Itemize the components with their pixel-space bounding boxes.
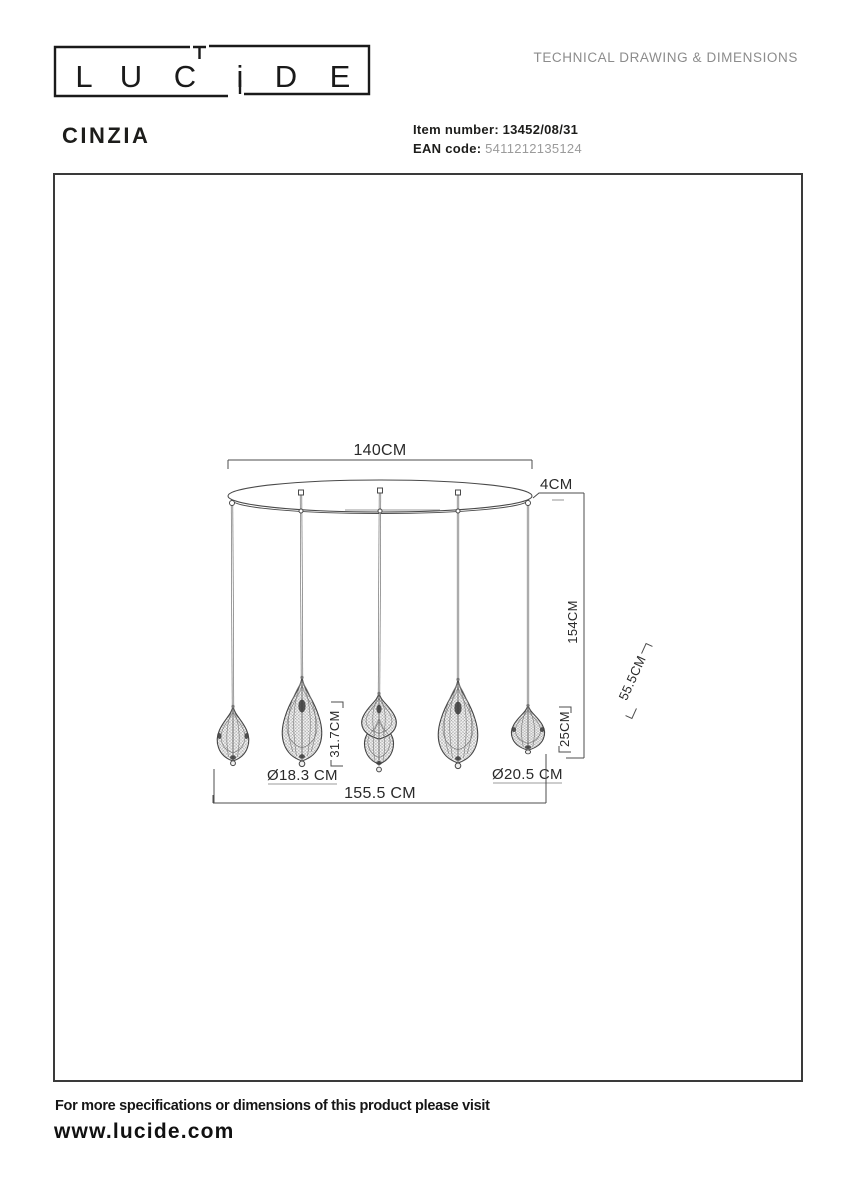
ean-value: 5411212135124 — [485, 141, 582, 156]
item-number-label: Item number: — [413, 122, 499, 137]
brand-logo — [55, 46, 369, 96]
ean-label: EAN code: — [413, 141, 482, 156]
logo-letter: E — [329, 59, 351, 94]
product-info — [413, 120, 582, 158]
item-number-row — [413, 120, 582, 139]
logo-pendant-cord — [193, 47, 206, 59]
drawing-frame — [53, 173, 803, 1082]
logo-letter: D — [274, 59, 298, 94]
logo-letter: U — [119, 59, 143, 94]
dim-shade-a-height-label: 31.7CM — [327, 710, 342, 758]
item-number-value: 13452/08/31 — [502, 122, 579, 137]
dim-shade-b-diameter-label: Ø20.5 CM — [492, 766, 563, 783]
footer-note: For more specifications or dimensions of this product please visit — [55, 1098, 490, 1114]
product-name: CINZIA — [62, 123, 151, 148]
logo-letter: L — [75, 59, 93, 94]
ean-row — [413, 139, 582, 158]
dim-canopy-height-label: 4CM — [540, 476, 573, 493]
document-title: TECHNICAL DRAWING & DIMENSIONS — [533, 50, 798, 65]
dim-shade-b-height-label: 25CM — [557, 711, 572, 747]
logo-border — [55, 46, 369, 96]
dim-cord-length-label: 55.5CM — [615, 653, 649, 703]
footer-url: www.lucide.com — [54, 1120, 235, 1143]
dim-canopy-width-label: 140CM — [353, 442, 407, 459]
logo-letter: i — [236, 59, 244, 94]
dim-drop-height-label: 154CM — [565, 600, 580, 644]
dim-shade-a-diameter-label: Ø18.3 CM — [267, 767, 338, 784]
dim-total-width-label: 155.5 CM — [344, 785, 416, 802]
logo-letter: C — [173, 59, 197, 94]
